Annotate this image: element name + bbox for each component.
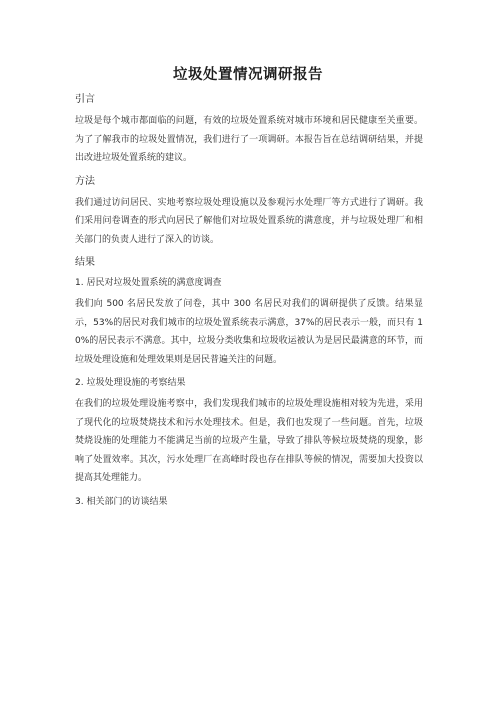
method-paragraph: 我们通过访问居民、实地考察垃圾处理设施以及参观污水处理厂等方式进行了调研。我们采用问卷调查的形式向居民了解他们对垃圾处置系统的满意度，并与垃圾处理厂和相关部门的负责人进行了深入的访谈。	[75, 197, 423, 245]
section-heading-results: 结果	[75, 257, 95, 268]
results-item1-heading: 1. 居民对垃圾处置系统的满意度调查	[75, 278, 222, 288]
section-heading-intro: 引言	[75, 94, 95, 105]
results-item2-paragraph: 在我们的垃圾处理设施考察中，我们发现我们城市的垃圾处理设施相对较为先进，采用了现代化的垃圾焚烧技术和污水处理技术。但是，我们也发现了一些问题。首先，垃圾焚烧设施的处理能力不能满足当前的垃圾产生量，导致了排队等候垃圾焚烧的现象，影响了处置效率。其次，污水处理厂在高峰时段也存在排队等候的情况，需要加大投资以提高其处理能力。	[75, 399, 423, 483]
document-title: 垃圾处置情况调研报告	[173, 67, 323, 83]
document-body	[75, 92, 423, 514]
section-heading-method: 方法	[75, 175, 95, 187]
results-item2-heading: 2. 垃圾处理设施的考察结果	[75, 378, 186, 388]
results-item1-paragraph: 我们向 500 名居民发放了问卷，其中 300 名居民对我们的调研提供了反馈。结果显示，53%的居民对我们城市的垃圾处置系统表示满意，37%的居民表示一般，而只有 10%的居民表示不满意。其中，垃圾分类收集和垃圾收运被认为是居民最满意的环节，而垃圾处理设施和处理效果则是居民普遍关注的问题。	[75, 299, 423, 365]
results-item3-heading: 3. 相关部门的访谈结果	[75, 496, 168, 507]
intro-paragraph: 垃圾是每个城市都面临的问题，有效的垃圾处置系统对城市环境和居民健康至关重要。为了了解我市的垃圾处置情况，我们进行了一项调研。本报告旨在总结调研结果，并提出改进垃圾处置系统的建议。	[75, 116, 423, 163]
